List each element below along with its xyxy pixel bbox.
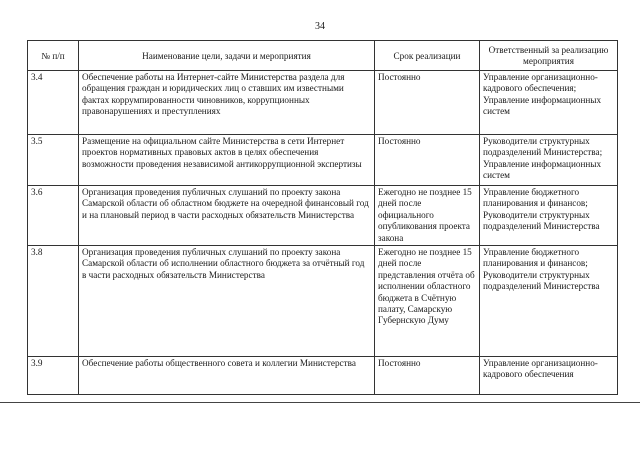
table-row (28, 357, 618, 395)
row-num: 3.9 (28, 357, 79, 395)
row-responsible: Управление организационно-кадрового обеспечения (480, 357, 618, 395)
table-row (28, 135, 618, 186)
row-num: 3.6 (28, 186, 79, 246)
row-term: Ежегодно не позднее 15 дней после представления отчёта об исполнении областного бюджета в Счётную палату, Самарскую Губернскую Думу (375, 246, 480, 357)
row-responsible: Управление бюджетного планирования и финансов; Руководители структурных подразделений Министерства (480, 186, 618, 246)
row-term: Постоянно (375, 71, 480, 135)
row-name: Обеспечение работы на Интернет-сайте Министерства раздела для обращения граждан и юридических лиц о ставших им известными фактах коррумпированности чиновников, коррупционных правонарушениях и преступлениях (79, 71, 375, 135)
header-num: № п/п (28, 41, 79, 71)
table-row (28, 186, 618, 246)
measures-table (27, 40, 618, 395)
table-header-row (28, 41, 618, 71)
row-responsible: Управление бюджетного планирования и финансов; Руководители структурных подразделений Министерства (480, 246, 618, 357)
row-name: Размещение на официальном сайте Министерства в сети Интернет проектов нормативных правовых актов в целях обеспечения возможности проведения независимой антикоррупционной экспертизы (79, 135, 375, 186)
header-name: Наименование цели, задачи и мероприятия (79, 41, 375, 71)
row-name: Обеспечение работы общественного совета и коллегии Министерства (79, 357, 375, 395)
row-term: Ежегодно не позднее 15 дней после официального опубликования проекта закона (375, 186, 480, 246)
row-name: Организация проведения публичных слушаний по проекту закона Самарской области об исполнении областного бюджета за отчётный год в части расходных обязательств Министерства (79, 246, 375, 357)
header-responsible: Ответственный за реализацию мероприятия (480, 41, 618, 71)
row-responsible: Руководители структурных подразделений Министерства; Управление информационных систем (480, 135, 618, 186)
table-row (28, 246, 618, 357)
row-term: Постоянно (375, 357, 480, 395)
row-term: Постоянно (375, 135, 480, 186)
header-term: Срок реализации (375, 41, 480, 71)
table-row (28, 71, 618, 135)
row-num: 3.8 (28, 246, 79, 357)
row-responsible: Управление организационно-кадрового обеспечения; Управление информационных систем (480, 71, 618, 135)
row-num: 3.4 (28, 71, 79, 135)
row-name: Организация проведения публичных слушаний по проекту закона Самарской области об областном бюджете на очередной финансовый год и на плановый период в части расходных обязательств Министерства (79, 186, 375, 246)
page-cut-line (0, 402, 640, 403)
page-number: 34 (315, 21, 325, 32)
row-num: 3.5 (28, 135, 79, 186)
